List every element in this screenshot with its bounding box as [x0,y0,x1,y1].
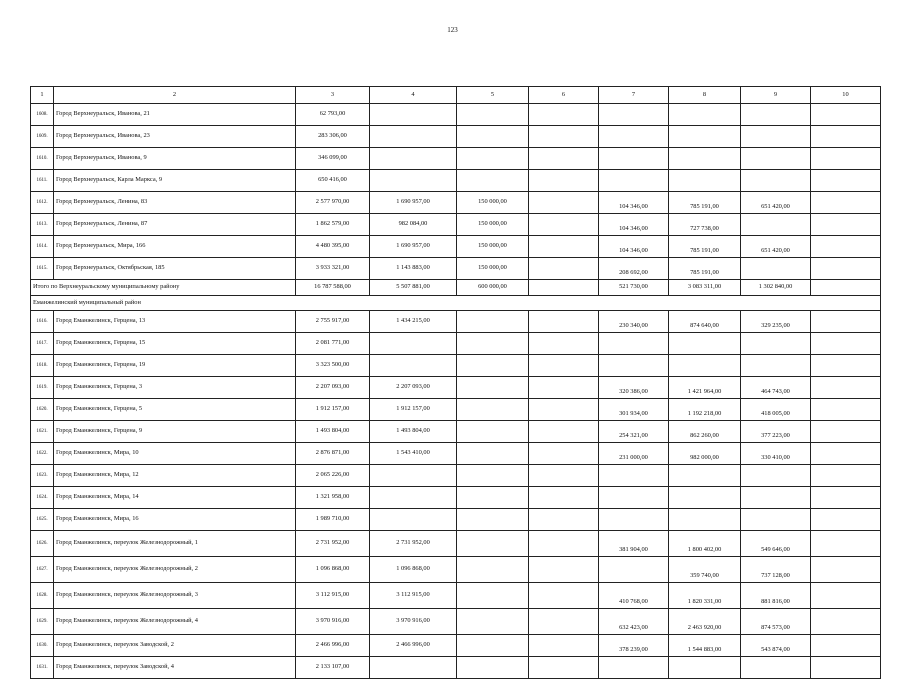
value-cell-col10 [811,421,881,443]
value-cell-col6 [529,509,599,531]
value-cell-col6 [529,421,599,443]
value-cell-col6 [529,126,599,148]
value-cell-col7: 320 386,00 [599,377,669,399]
total-label: Итого по Верхнеуральскому муниципальному району [31,280,296,296]
value-cell-col8: 1 820 331,00 [669,583,741,609]
value-cell-col10 [811,333,881,355]
table-row [31,443,881,465]
table-row [31,509,881,531]
page-number: 123 [447,26,458,34]
address-cell: Город Еманжелинск, переулок Железнодорожный, 2 [54,557,296,583]
value-cell-col4 [370,333,457,355]
value-cell-col6 [529,465,599,487]
column-header-4: 4 [370,87,457,104]
value-cell-col5: 150 000,00 [457,258,529,280]
value-cell-col4: 1 096 868,00 [370,557,457,583]
value-cell-col4 [370,487,457,509]
value-cell-col3: 62 793,00 [296,104,370,126]
value-cell-col8: 727 738,00 [669,214,741,236]
value-cell-col9 [741,487,811,509]
value-cell-col5 [457,126,529,148]
value-cell-col4 [370,104,457,126]
value-cell-col10 [811,443,881,465]
value-cell-col10 [811,557,881,583]
table-row [31,236,881,258]
value-cell-col8: 862 260,00 [669,421,741,443]
value-cell-col3: 2 755 917,00 [296,311,370,333]
address-cell: Город Еманжелинск, Мира, 12 [54,465,296,487]
value-cell-col4 [370,170,457,192]
value-cell-col8: 785 191,00 [669,236,741,258]
value-cell-col3: 2 081 771,00 [296,333,370,355]
column-header-10: 10 [811,87,881,104]
value-cell-col8 [669,465,741,487]
value-cell-col7 [599,333,669,355]
value-cell-col10 [811,487,881,509]
value-cell-col10 [811,104,881,126]
value-cell-col7: 104 346,00 [599,236,669,258]
value-cell-col10 [811,236,881,258]
value-cell-col5 [457,104,529,126]
value-cell-col8 [669,148,741,170]
total-cell-col7: 521 730,00 [599,280,669,296]
value-cell-col9 [741,509,811,531]
value-cell-col5 [457,509,529,531]
value-cell-col8 [669,487,741,509]
value-cell-col10 [811,214,881,236]
value-cell-col10 [811,509,881,531]
value-cell-col3: 283 306,00 [296,126,370,148]
value-cell-col7: 254 321,00 [599,421,669,443]
address-cell: Город Верхнеуральск, Иванова, 9 [54,148,296,170]
value-cell-col9 [741,214,811,236]
address-cell: Город Верхнеуральск, Иванова, 21 [54,104,296,126]
value-cell-col7 [599,148,669,170]
value-cell-col4: 2 731 952,00 [370,531,457,557]
total-cell-col5: 600 000,00 [457,280,529,296]
value-cell-col3: 4 480 395,00 [296,236,370,258]
row-number: 1609. [31,126,54,148]
value-cell-col5 [457,421,529,443]
value-cell-col3: 2 876 871,00 [296,443,370,465]
value-cell-col7: 301 934,00 [599,399,669,421]
value-cell-col8: 1 192 218,00 [669,399,741,421]
value-cell-col7 [599,355,669,377]
table-row [31,258,881,280]
value-cell-col8: 785 191,00 [669,258,741,280]
value-cell-col4: 2 466 996,00 [370,635,457,657]
value-cell-col9 [741,333,811,355]
value-cell-col4: 1 143 883,00 [370,258,457,280]
value-cell-col10 [811,609,881,635]
value-cell-col9: 881 816,00 [741,583,811,609]
value-cell-col4: 1 543 410,00 [370,443,457,465]
column-header-8: 8 [669,87,741,104]
table-row [31,333,881,355]
value-cell-col7 [599,557,669,583]
value-cell-col8 [669,509,741,531]
column-header-3: 3 [296,87,370,104]
table-body [31,87,881,679]
row-number: 1628. [31,583,54,609]
value-cell-col7: 378 239,00 [599,635,669,657]
value-cell-col7: 104 346,00 [599,214,669,236]
value-cell-col4: 1 690 957,00 [370,192,457,214]
value-cell-col7 [599,509,669,531]
total-cell-col6 [529,280,599,296]
value-cell-col9: 549 646,00 [741,531,811,557]
value-cell-col7: 230 340,00 [599,311,669,333]
column-header-7: 7 [599,87,669,104]
value-cell-col3: 2 207 093,00 [296,377,370,399]
value-cell-col6 [529,399,599,421]
table-row [31,657,881,679]
row-number: 1621. [31,421,54,443]
value-cell-col6 [529,609,599,635]
row-number: 1612. [31,192,54,214]
address-cell: Город Еманжелинск, Мира, 10 [54,443,296,465]
value-cell-col6 [529,531,599,557]
total-cell-col8: 3 083 311,00 [669,280,741,296]
table-row [31,421,881,443]
value-cell-col8: 982 000,00 [669,443,741,465]
value-cell-col8: 1 544 883,00 [669,635,741,657]
value-cell-col9: 329 235,00 [741,311,811,333]
row-number: 1622. [31,443,54,465]
address-cell: Город Верхнеуральск, Иванова, 23 [54,126,296,148]
value-cell-col3: 1 989 710,00 [296,509,370,531]
value-cell-col7 [599,487,669,509]
value-cell-col6 [529,258,599,280]
value-cell-col5 [457,170,529,192]
column-header-1: 1 [31,87,54,104]
value-cell-col9: 737 128,00 [741,557,811,583]
value-cell-col7: 632 423,00 [599,609,669,635]
total-cell-col4: 5 507 881,00 [370,280,457,296]
value-cell-col4: 1 434 215,00 [370,311,457,333]
value-cell-col5 [457,609,529,635]
value-cell-col10 [811,635,881,657]
address-cell: Город Еманжелинск, Мира, 16 [54,509,296,531]
row-number: 1619. [31,377,54,399]
value-cell-col6 [529,170,599,192]
header-row [31,87,881,104]
table-row [31,355,881,377]
value-cell-col5 [457,487,529,509]
value-cell-col9: 543 874,00 [741,635,811,657]
value-cell-col10 [811,377,881,399]
value-cell-col5: 150 000,00 [457,214,529,236]
value-cell-col3: 2 577 970,00 [296,192,370,214]
value-cell-col10 [811,311,881,333]
row-number: 1630. [31,635,54,657]
value-cell-col7 [599,170,669,192]
value-cell-col10 [811,531,881,557]
total-row [31,280,881,296]
value-cell-col9 [741,126,811,148]
column-header-2: 2 [54,87,296,104]
value-cell-col6 [529,487,599,509]
row-number: 1615. [31,258,54,280]
value-cell-col5 [457,399,529,421]
value-cell-col4: 1 912 157,00 [370,399,457,421]
table-row [31,583,881,609]
value-cell-col8 [669,126,741,148]
value-cell-col4 [370,657,457,679]
value-cell-col8 [669,170,741,192]
value-cell-col8: 785 191,00 [669,192,741,214]
value-cell-col8 [669,657,741,679]
value-cell-col9: 651 420,00 [741,236,811,258]
table-row [31,214,881,236]
row-number: 1613. [31,214,54,236]
value-cell-col3: 2 065 226,00 [296,465,370,487]
row-number: 1623. [31,465,54,487]
value-cell-col8 [669,104,741,126]
table-row [31,148,881,170]
address-cell: Город Еманжелинск, Герцена, 5 [54,399,296,421]
value-cell-col5 [457,443,529,465]
total-cell-col9: 1 302 840,00 [741,280,811,296]
value-cell-col5: 150 000,00 [457,236,529,258]
value-cell-col9: 651 420,00 [741,192,811,214]
value-cell-col7 [599,657,669,679]
value-cell-col6 [529,377,599,399]
value-cell-col9 [741,104,811,126]
value-cell-col10 [811,355,881,377]
value-cell-col4: 3 970 916,00 [370,609,457,635]
address-cell: Город Еманжелинск, Герцена, 13 [54,311,296,333]
value-cell-col7 [599,465,669,487]
address-cell: Город Еманжелинск, Герцена, 15 [54,333,296,355]
value-cell-col8: 1 421 964,00 [669,377,741,399]
row-number: 1629. [31,609,54,635]
table-row [31,311,881,333]
address-cell: Город Верхнеуральск, Мира, 166 [54,236,296,258]
value-cell-col5 [457,657,529,679]
value-cell-col6 [529,148,599,170]
address-cell: Город Еманжелинск, переулок Заводской, 4 [54,657,296,679]
value-cell-col8: 874 640,00 [669,311,741,333]
value-cell-col3: 2 731 952,00 [296,531,370,557]
address-cell: Город Еманжелинск, Герцена, 3 [54,377,296,399]
value-cell-col8 [669,333,741,355]
row-number: 1614. [31,236,54,258]
total-cell-col3: 16 787 588,00 [296,280,370,296]
table-row [31,126,881,148]
table-row [31,465,881,487]
row-number: 1626. [31,531,54,557]
row-number: 1631. [31,657,54,679]
value-cell-col6 [529,236,599,258]
value-cell-col3: 3 112 915,00 [296,583,370,609]
table-row [31,635,881,657]
budget-table [30,86,881,679]
value-cell-col5: 150 000,00 [457,192,529,214]
value-cell-col5 [457,148,529,170]
value-cell-col7 [599,104,669,126]
value-cell-col5 [457,583,529,609]
value-cell-col10 [811,192,881,214]
value-cell-col7 [599,126,669,148]
value-cell-col5 [457,333,529,355]
table-row [31,104,881,126]
value-cell-col4: 1 493 804,00 [370,421,457,443]
address-cell: Город Еманжелинск, переулок Железнодорожный, 1 [54,531,296,557]
value-cell-col8 [669,355,741,377]
value-cell-col7: 104 346,00 [599,192,669,214]
value-cell-col7: 381 904,00 [599,531,669,557]
value-cell-col4 [370,355,457,377]
value-cell-col5 [457,635,529,657]
value-cell-col6 [529,583,599,609]
value-cell-col4 [370,509,457,531]
district-title: Еманжелинский муниципальный район [31,296,881,311]
value-cell-col9: 377 223,00 [741,421,811,443]
value-cell-col7: 410 768,00 [599,583,669,609]
value-cell-col3: 1 912 157,00 [296,399,370,421]
value-cell-col10 [811,583,881,609]
column-header-5: 5 [457,87,529,104]
value-cell-col6 [529,214,599,236]
value-cell-col3: 3 323 500,00 [296,355,370,377]
column-header-9: 9 [741,87,811,104]
value-cell-col9 [741,355,811,377]
value-cell-col3: 3 970 916,00 [296,609,370,635]
value-cell-col10 [811,657,881,679]
value-cell-col3: 1 493 804,00 [296,421,370,443]
value-cell-col6 [529,311,599,333]
value-cell-col9 [741,258,811,280]
value-cell-col3: 346 099,00 [296,148,370,170]
row-number: 1611. [31,170,54,192]
value-cell-col3: 1 321 958,00 [296,487,370,509]
value-cell-col8: 2 463 920,00 [669,609,741,635]
table-row [31,170,881,192]
row-number: 1624. [31,487,54,509]
value-cell-col5 [457,557,529,583]
row-number: 1620. [31,399,54,421]
value-cell-col9: 330 410,00 [741,443,811,465]
table-row [31,487,881,509]
row-number: 1608. [31,104,54,126]
address-cell: Город Верхнеуральск, Ленина, 87 [54,214,296,236]
value-cell-col6 [529,355,599,377]
address-cell: Город Еманжелинск, переулок Заводской, 2 [54,635,296,657]
value-cell-col9: 874 573,00 [741,609,811,635]
value-cell-col6 [529,443,599,465]
value-cell-col7: 208 692,00 [599,258,669,280]
value-cell-col10 [811,148,881,170]
row-number: 1627. [31,557,54,583]
address-cell: Город Еманжелинск, переулок Железнодорожный, 3 [54,583,296,609]
district-row [31,296,881,311]
value-cell-col4: 2 207 093,00 [370,377,457,399]
value-cell-col9 [741,170,811,192]
value-cell-col6 [529,192,599,214]
value-cell-col3: 650 416,00 [296,170,370,192]
value-cell-col4: 3 112 915,00 [370,583,457,609]
value-cell-col4: 982 084,00 [370,214,457,236]
value-cell-col6 [529,557,599,583]
table-row [31,377,881,399]
value-cell-col5 [457,377,529,399]
value-cell-col3: 1 096 868,00 [296,557,370,583]
address-cell: Город Верхнеуральск, Октябрьская, 185 [54,258,296,280]
address-cell: Город Еманжелинск, Герцена, 9 [54,421,296,443]
value-cell-col4 [370,465,457,487]
value-cell-col10 [811,258,881,280]
value-cell-col9 [741,148,811,170]
table-row [31,609,881,635]
row-number: 1617. [31,333,54,355]
value-cell-col5 [457,465,529,487]
address-cell: Город Еманжелинск, Герцена, 19 [54,355,296,377]
column-header-6: 6 [529,87,599,104]
value-cell-col3: 2 466 996,00 [296,635,370,657]
value-cell-col3: 1 862 579,00 [296,214,370,236]
value-cell-col8: 1 800 402,00 [669,531,741,557]
address-cell: Город Еманжелинск, Мира, 14 [54,487,296,509]
value-cell-col9: 464 743,00 [741,377,811,399]
value-cell-col6 [529,635,599,657]
value-cell-col5 [457,531,529,557]
value-cell-col3: 3 933 321,00 [296,258,370,280]
table-row [31,399,881,421]
value-cell-col9 [741,465,811,487]
table-row [31,192,881,214]
value-cell-col6 [529,104,599,126]
row-number: 1618. [31,355,54,377]
row-number: 1625. [31,509,54,531]
table-row [31,531,881,557]
value-cell-col10 [811,170,881,192]
value-cell-col5 [457,311,529,333]
table-row [31,557,881,583]
value-cell-col10 [811,399,881,421]
total-cell-col10 [811,280,881,296]
row-number: 1610. [31,148,54,170]
row-number: 1616. [31,311,54,333]
value-cell-col6 [529,657,599,679]
value-cell-col4 [370,126,457,148]
address-cell: Город Верхнеуральск, Карла Маркса, 9 [54,170,296,192]
value-cell-col6 [529,333,599,355]
address-cell: Город Верхнеуральск, Ленина, 83 [54,192,296,214]
address-cell: Город Еманжелинск, переулок Железнодорожный, 4 [54,609,296,635]
value-cell-col5 [457,355,529,377]
value-cell-col9 [741,657,811,679]
value-cell-col9: 418 005,00 [741,399,811,421]
value-cell-col10 [811,126,881,148]
value-cell-col4: 1 690 957,00 [370,236,457,258]
value-cell-col7: 231 000,00 [599,443,669,465]
value-cell-col8: 359 740,00 [669,557,741,583]
value-cell-col3: 2 133 107,00 [296,657,370,679]
value-cell-col10 [811,465,881,487]
value-cell-col4 [370,148,457,170]
